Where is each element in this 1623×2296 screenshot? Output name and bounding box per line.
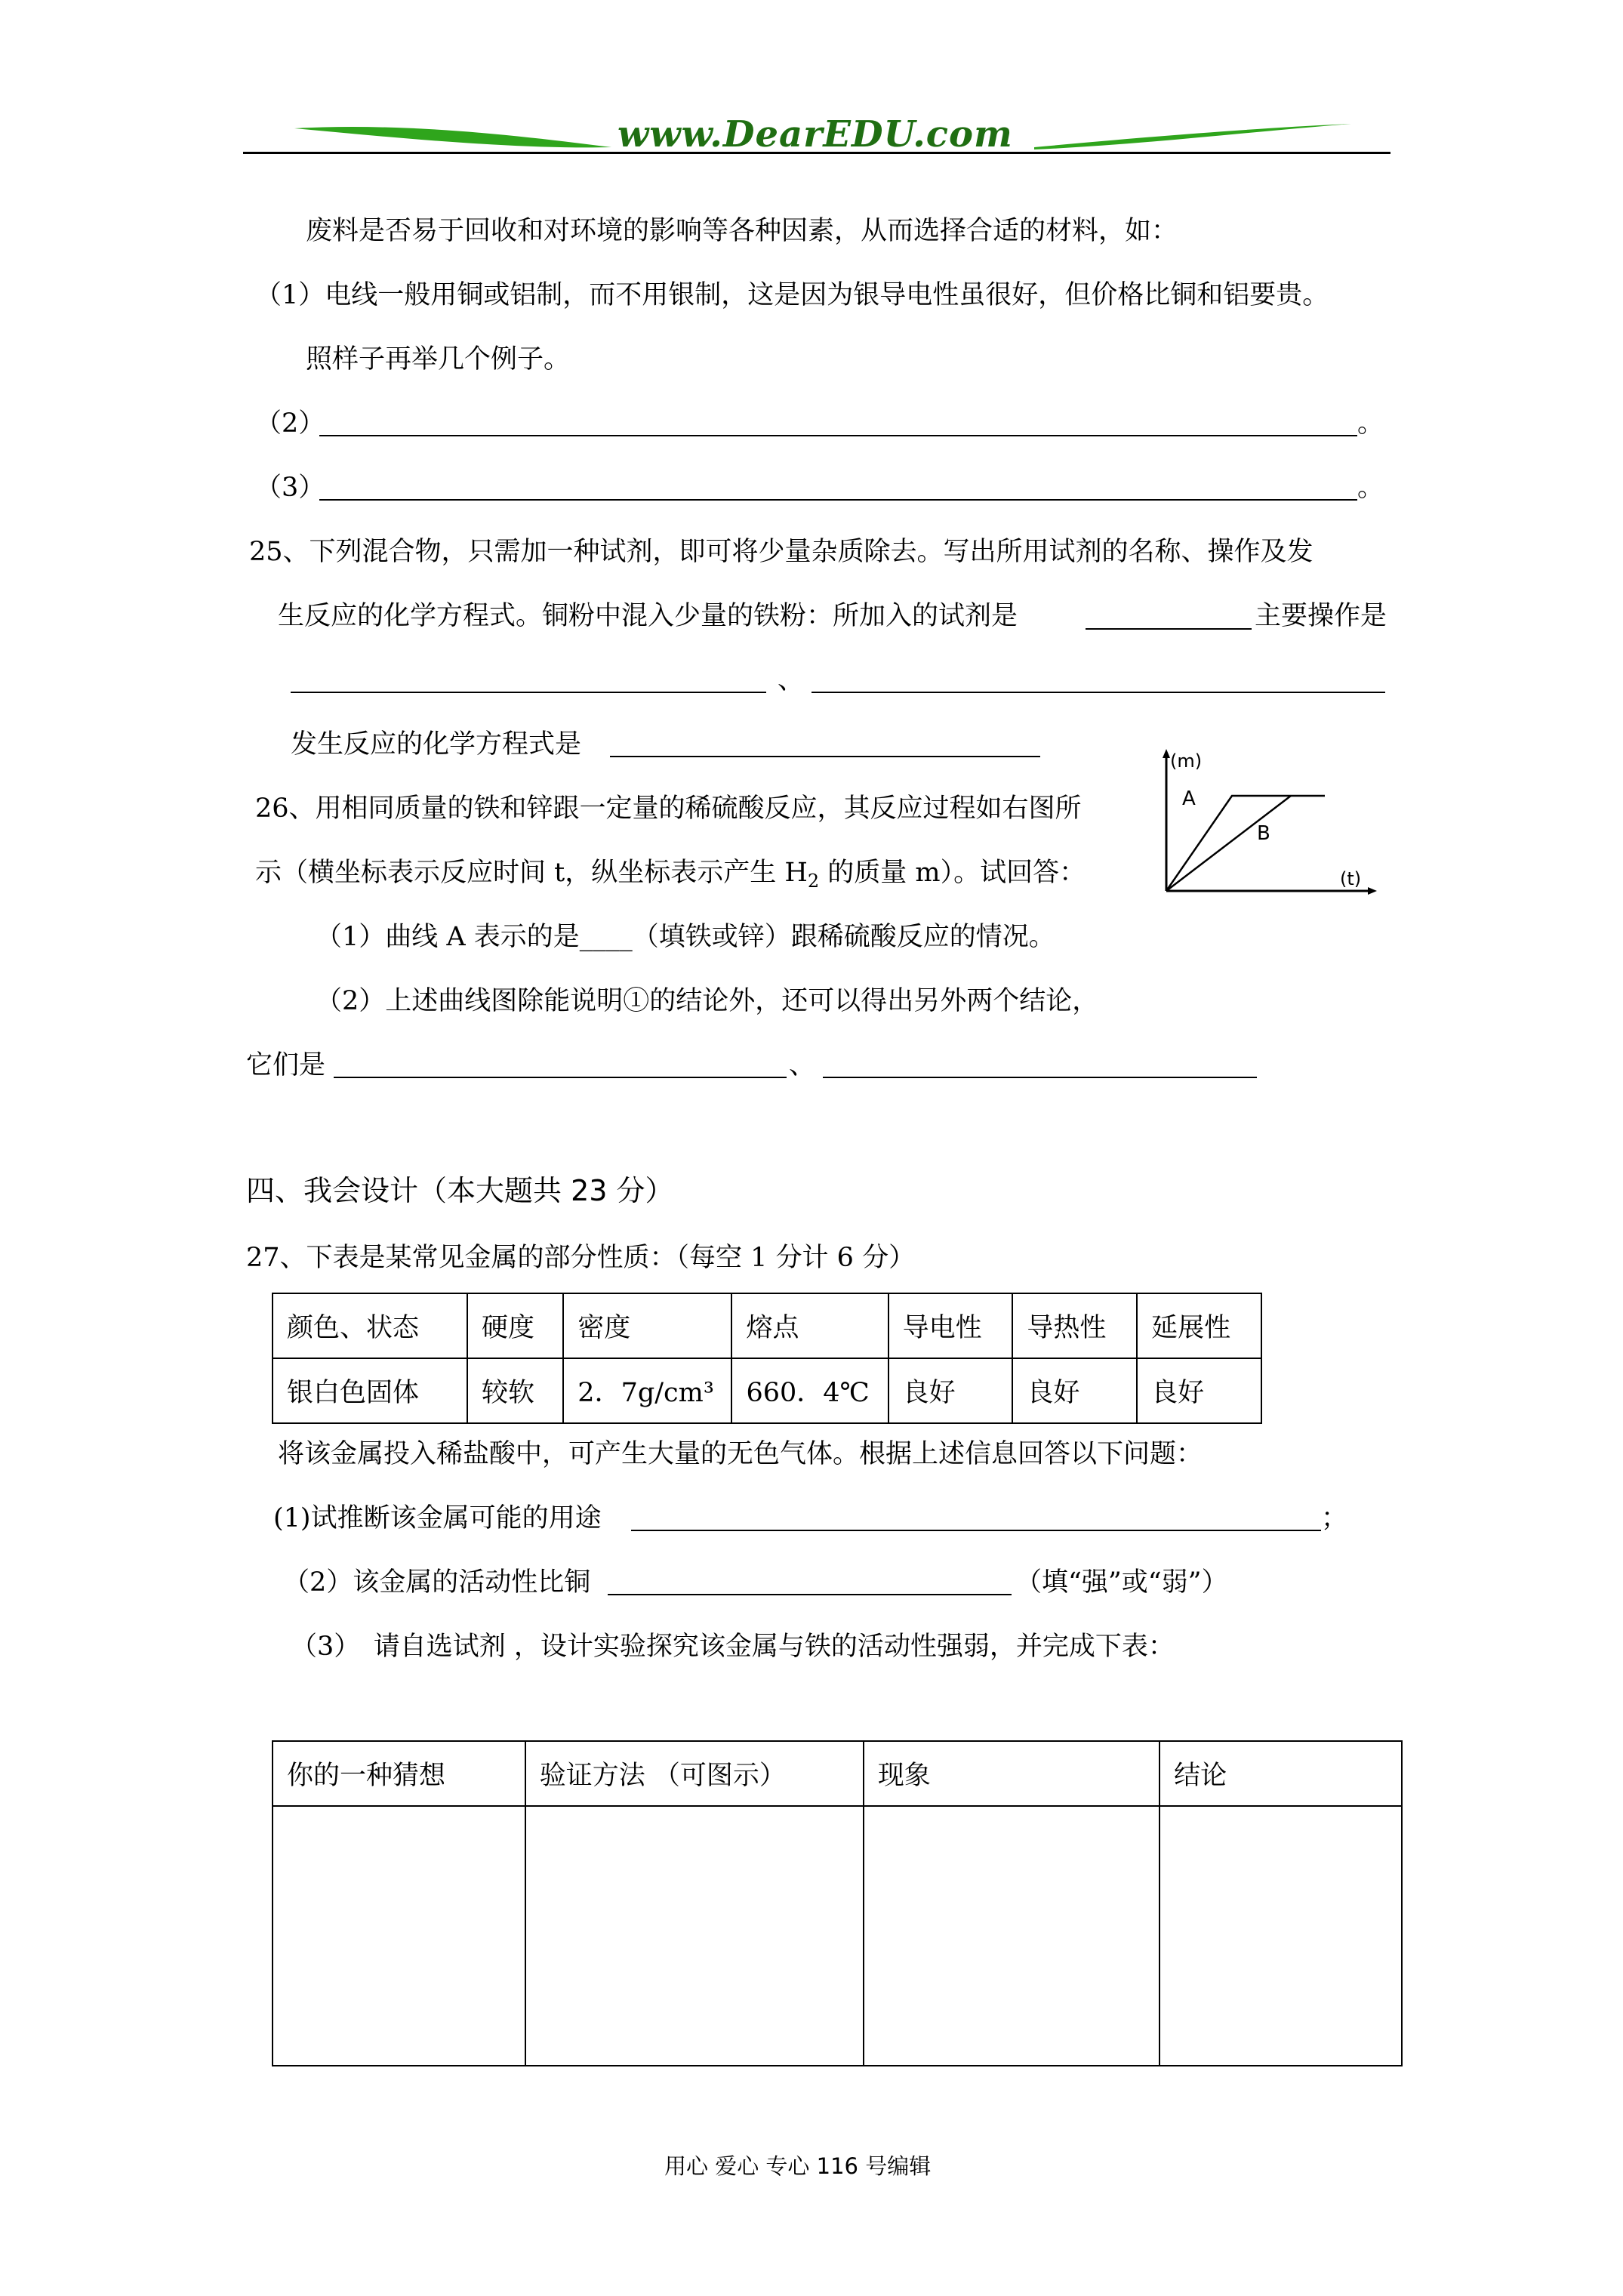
header-rule (243, 152, 1390, 154)
prop-header-cell: 熔点 (731, 1293, 888, 1358)
page-footer: 用心 爱心 专心 116 号编辑 (664, 2153, 932, 2179)
q25-line4: 发生反应的化学方程式是 (291, 729, 582, 760)
experiment-table (272, 1740, 1403, 2066)
item2-blank[interactable] (319, 435, 1357, 436)
q27-s3: （3） 请自选试剂 ，设计实验探究该金属与铁的活动性强弱，并完成下表： (291, 1632, 1175, 1662)
properties-table (272, 1293, 1262, 1424)
properties-value-row (273, 1358, 1261, 1423)
q27-after: 将该金属投入稀盐酸中，可产生大量的无色气体。根据上述信息回答以下问题： (278, 1439, 1203, 1469)
experiment-answer-row (273, 1806, 1402, 2066)
q26-line2b: 的质量 m）。试回答： (819, 858, 1086, 888)
prop-header-cell: 颜色、状态 (273, 1293, 467, 1358)
item1-line: （1）电线一般用铜或铝制，而不用银制，这是因为银导电性虽很好，但价格比铜和铝要贵。 (255, 280, 1329, 310)
exp-answer-cell-phenomenon[interactable] (864, 1806, 1160, 2066)
exp-answer-cell-method[interactable] (525, 1806, 864, 2066)
item3-end: 。 (1357, 473, 1384, 503)
q26-sub3a: 它们是 (246, 1050, 326, 1080)
q25-line1: 25、下列混合物，只需加一种试剂，即可将少量杂质除去。写出所用试剂的名称、操作及发 (249, 537, 1313, 567)
q25-equation-blank[interactable] (610, 756, 1040, 757)
graph-x-label: (t) (1340, 868, 1362, 889)
q26-sub3-sep: 、 (789, 1050, 816, 1080)
q27-use-blank[interactable] (631, 1530, 1321, 1531)
exp-answer-cell-guess[interactable] (273, 1806, 525, 2066)
q25-line2b: 主要操作是 (1255, 601, 1387, 631)
exp-header-cell: 验证方法 （可图示） (525, 1741, 864, 1806)
prop-value-cell: 良好 (1012, 1358, 1137, 1423)
q25-op1-blank[interactable] (291, 692, 766, 693)
q26-conclusion1-blank[interactable] (334, 1077, 787, 1078)
q25-line2a: 生反应的化学方程式。铜粉中混入少量的铁粉：所加入的试剂是 (278, 601, 1018, 631)
prop-header-cell: 密度 (563, 1293, 731, 1358)
q26-sub1a: （1）曲线 A 表示的是 (316, 922, 580, 952)
exp-header-cell: 现象 (864, 1741, 1160, 1806)
prop-value-cell: 2．7g/cm³ (563, 1358, 731, 1423)
curve-b-label: B (1257, 822, 1270, 845)
prop-header-cell: 延展性 (1137, 1293, 1261, 1358)
q26-conclusion2-blank[interactable] (823, 1077, 1257, 1078)
intro-line: 废料是否易于回收和对环境的影响等各种因素，从而选择合适的材料，如： (306, 216, 1178, 246)
q26-h2-sub: 2 (807, 871, 820, 892)
reaction-graph (1155, 747, 1381, 906)
prop-value-cell: 银白色固体 (273, 1358, 467, 1423)
example-line: 照样子再举几个例子。 (306, 344, 571, 374)
prop-value-cell: 660．4℃ (731, 1358, 888, 1423)
q26-sub1-blank[interactable]: ____ (579, 922, 633, 952)
q26-sub1b: （填铁或锌）跟稀硫酸反应的情况。 (632, 922, 1055, 952)
section4-title: 四、我会设计（本大题共 23 分） (246, 1174, 674, 1207)
exp-header-cell: 结论 (1160, 1741, 1402, 1806)
q26-line1: 26、用相同质量的铁和锌跟一定量的稀硫酸反应，其反应过程如右图所 (255, 794, 1082, 824)
item2-end: 。 (1357, 408, 1384, 439)
q26-line2a: 示（横坐标表示反应时间 t，纵坐标表示产生 H (255, 858, 808, 888)
properties-header-row (273, 1293, 1261, 1358)
q27-s2a: （2）该金属的活动性比铜 (283, 1567, 591, 1598)
item3-label: （3） (255, 473, 325, 503)
q27-activity-blank[interactable] (608, 1594, 1012, 1595)
prop-header-cell: 导热性 (1012, 1293, 1137, 1358)
curve-a-label: A (1182, 787, 1196, 810)
q26-sub1 (316, 921, 1055, 953)
q25-op2-blank[interactable] (812, 692, 1385, 693)
prop-value-cell: 较软 (467, 1358, 563, 1423)
q26-line2 (255, 857, 1086, 892)
experiment-header-row (273, 1741, 1402, 1806)
exp-answer-cell-conclusion[interactable] (1160, 1806, 1402, 2066)
item2-label: （2） (255, 408, 325, 439)
q27-s1-end: ； (1321, 1503, 1348, 1533)
item3-blank[interactable] (319, 499, 1357, 501)
prop-header-cell: 硬度 (467, 1293, 563, 1358)
q27-s2b: （填“强”或“弱”） (1015, 1567, 1228, 1598)
q25-reagent-blank[interactable] (1086, 628, 1252, 630)
prop-value-cell: 良好 (888, 1358, 1013, 1423)
prop-header-cell: 导电性 (888, 1293, 1013, 1358)
q27-s1: (1)试推断该金属可能的用途 (273, 1503, 602, 1533)
prop-value-cell: 良好 (1137, 1358, 1261, 1423)
q26-sub2: （2）上述曲线图除能说明①的结论外，还可以得出另外两个结论， (316, 986, 1099, 1016)
exp-header-cell: 你的一种猜想 (273, 1741, 525, 1806)
q27-intro: 27、下表是某常见金属的部分性质：（每空 1 分计 6 分） (246, 1243, 916, 1273)
logo-text: www.DearEDU.com (617, 113, 1013, 156)
graph-y-label: (m) (1170, 750, 1203, 772)
q25-sep: 、 (778, 665, 805, 695)
